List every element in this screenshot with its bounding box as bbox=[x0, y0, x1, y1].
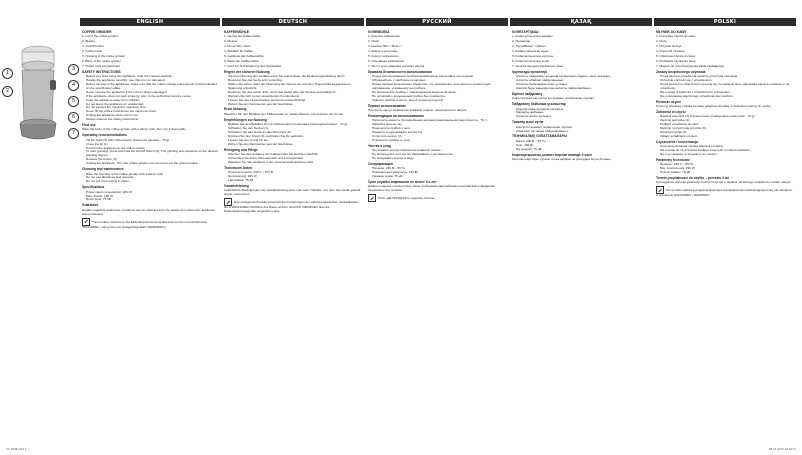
callout-6: 6 bbox=[68, 112, 79, 123]
text-line: 7. Место для хранения сетевого шнура bbox=[368, 63, 425, 68]
text-line: • Қорек: 230 В ~ 50 Гц bbox=[516, 140, 650, 144]
text-line: • Не оставляйте включенный прибор без присмотра. bbox=[372, 95, 506, 99]
header-polski: POLSKI bbox=[654, 18, 796, 26]
text-line: • Befüllen Sie den Behälter (4) mit Kaffeebohnen (maximales Fassungsvermögen - 70 g). bbox=[228, 123, 362, 127]
text-line: Кепілдік шарттары туралы толық ақпаратты дилерден алуға болады. bbox=[512, 156, 612, 161]
text-line: • Stromversorgung: 230 V ~ 50 Hz bbox=[228, 171, 362, 175]
text-line: • Before turning on the appliance, make sure that the mains voltage corresponds to that indicated on the specification plate. bbox=[86, 83, 218, 91]
section-body bbox=[82, 191, 218, 203]
section-body bbox=[224, 113, 362, 117]
text-line: Протрите корпус кофемолки влажной тканью, затем вытрите насухо. bbox=[368, 107, 468, 112]
text-line: • Храните прибор в месте, недоступном для детей. bbox=[372, 99, 506, 103]
section-title: Бірінші пайдалану bbox=[512, 91, 543, 96]
section-title: Reinigung und Pflege bbox=[224, 147, 258, 152]
text-line: • Желілік бауы зақымдалған аспапты пайдаланбаңыз. bbox=[516, 87, 650, 91]
text-line: Данное изделие соответствует всем требуемым европейским и российским стандартам безопасности и гигиены. bbox=[368, 184, 495, 193]
section-body bbox=[82, 139, 218, 166]
text-line: • Nie używaj urządzenia z uszkodzonym przewodem. bbox=[660, 91, 794, 95]
section-title: Gewährleistung bbox=[224, 183, 249, 188]
text-line: • Корпусты дымқыл шүберекпен сүртіңіз. bbox=[516, 126, 650, 130]
text-line: 5. Gehäuse der Kaffeemühle bbox=[224, 54, 264, 59]
text-line: 5. Корпус кофемолки bbox=[368, 54, 399, 59]
section-body bbox=[512, 75, 650, 91]
text-line: • Power rated consumption: 200 W bbox=[86, 191, 218, 195]
text-line: • To start grinding, press and hold the On/Off button (3). The grinding time depends on the desired grinding degree. bbox=[86, 150, 218, 158]
text-line: • Please observe the safety instructions. bbox=[86, 118, 218, 122]
section-title: SAFETY INSTRUCTIONS bbox=[82, 69, 121, 74]
text-line: • Do not exceed the maximum operation time. bbox=[86, 106, 218, 110]
text-line: Waschen Sie den Behälter der Kaffeemühle im milden Wasser und trocknen Sie ihn ab. bbox=[224, 111, 344, 116]
text-line: • Lassen Sie den Knopf (3) los. bbox=[228, 139, 362, 143]
text-line: • Zamknij pokrywkę (1). bbox=[660, 119, 794, 123]
text-line: • Nie używaj do czyszczenia środków ściernych i rozpuszczalników. bbox=[660, 149, 794, 153]
text-line: • Отпустите кнопку (3). bbox=[372, 135, 506, 139]
text-line: • Never operate the appliance if the cord or plug is damaged. bbox=[86, 91, 218, 95]
text-line: • Zwolnij przycisk (3). bbox=[660, 131, 794, 135]
text-line: 2. Ножи bbox=[368, 39, 380, 44]
section-body bbox=[656, 163, 794, 175]
section-title: КОФЕТАРТҚЫШ bbox=[512, 30, 539, 34]
section-title: Первое использование bbox=[368, 103, 407, 108]
text-line: • Аспапты абайлап пайдаланыңыз. bbox=[516, 79, 650, 83]
text-line: 7. Желілік баудың сақталатын орны bbox=[512, 63, 564, 68]
section-title: Erste Nutzung bbox=[224, 107, 247, 112]
text-line: • Не погружайте корпус в воду. bbox=[372, 157, 506, 161]
text-line: • Не используйте прибор с поврежденным шнуром питания. bbox=[372, 91, 506, 95]
text-line: • Max. Power: 150 W bbox=[86, 195, 218, 199]
text-line: 1. Крышка кофемолки bbox=[368, 34, 400, 39]
callout-1: 1 bbox=[2, 68, 13, 79]
section-body bbox=[224, 189, 362, 197]
header-deutsch: DEUTSCH bbox=[222, 18, 364, 26]
section-title: Спецификация bbox=[368, 161, 393, 166]
text-line: 1. Deckel der Kaffeemühle bbox=[224, 34, 261, 39]
footer-date: 08.11.2013 10:42:11 bbox=[768, 447, 796, 451]
text-line: • Номинальная мощность: 150 Вт bbox=[372, 171, 506, 175]
text-line: 5. Кофетартқыштың корпусы bbox=[512, 54, 554, 59]
text-line: • Verwenden Sie keine Scheuermittel und Lösungsmittel. bbox=[228, 157, 362, 161]
column-kazakh bbox=[512, 29, 650, 441]
text-line: • Ziehen Sie den Netzstecker aus der Steckdose. bbox=[228, 143, 362, 147]
text-line: 3. On/Off button bbox=[82, 44, 104, 49]
section-title: ТЕХНИКАЛЫҚ СИПАТТАМАЛАРЫ bbox=[512, 134, 567, 139]
conformity-text: Ten produkt spełnia wymagania dotyczące kompatybilności elektromagnetycznej, jak określono w dyrektywie 2004/108/EC i 2006/95/EC. bbox=[656, 188, 793, 198]
conformity-text: ООО «ДЕ ПРОДАКТС» Сделано в Китае bbox=[378, 195, 435, 200]
weee-bin-icon bbox=[224, 198, 232, 206]
callout-5: 5 bbox=[68, 96, 79, 107]
text-line: • Нажмите и удерживайте кнопку (3). bbox=[372, 131, 506, 135]
coffee-grinder-illustration bbox=[8, 40, 70, 150]
text-line: 4. Behälter für Kaffee bbox=[224, 49, 254, 54]
text-line: 4. Coffee bowl bbox=[82, 49, 102, 54]
text-line: 4. Емкость для кофе bbox=[368, 49, 398, 54]
text-line: • Аспапты пайдалану алдында нұсқаулықты мұқият оқып шығыңыз. bbox=[516, 75, 650, 79]
text-line: • Do not put the housing in water. bbox=[86, 180, 218, 184]
text-line: Szczegółowe warunki gwarancji można otrzymać u dealera, od którego urządzenie zostało nabyte. bbox=[656, 180, 791, 185]
text-line: • Vor dem Nutzung des Gerätes lesen Sie aufmerksam die Bedienungsanleitung durch. bbox=[228, 75, 362, 79]
text-line: Przetrzyj obudowę młynka do kawy wilgotną szmatką, a następnie wytrzyj do sucha. bbox=[656, 104, 772, 108]
text-line: 4. Кофеге арналған ыдыс bbox=[512, 49, 549, 54]
text-line: • Podłącz urządzenie do sieci. bbox=[660, 123, 794, 127]
text-line: 5. Housing of the coffee grinder bbox=[82, 54, 126, 59]
section-body bbox=[656, 115, 794, 138]
section-body bbox=[656, 75, 794, 98]
text-line: 7. Miejsce do przechowywania kabla zasilającego bbox=[656, 63, 725, 68]
section-body bbox=[82, 173, 218, 185]
callout-4: 4 bbox=[68, 80, 79, 91]
conformity-note bbox=[224, 198, 362, 213]
section-title: Regeln der sicheren Nutzung bbox=[224, 69, 270, 74]
section-body bbox=[512, 158, 650, 162]
callout-3: 3 bbox=[68, 64, 79, 75]
text-line: • Unplug the appliance when not in use. bbox=[86, 114, 218, 118]
text-line: • Обращайтесь с прибором осторожно. bbox=[372, 79, 506, 83]
text-line: 6. Кофетартқыштың негізі bbox=[512, 58, 549, 63]
text-line: • Lärmstärke: 75 dB bbox=[228, 179, 362, 183]
section-body bbox=[224, 153, 362, 165]
section-body bbox=[368, 35, 506, 68]
callout-7: 7 bbox=[68, 128, 79, 139]
text-line: 3. Knopf "Ein / Aus" bbox=[224, 44, 251, 49]
section-title: Specifications bbox=[82, 185, 105, 190]
section-title: КОФЕМОЛКА bbox=[368, 30, 390, 34]
section-title: Pierwsze użycie bbox=[656, 99, 682, 104]
text-line: • Benutzen Sie das Gerät nicht, wenn das Kabel oder der Stecker beschädigt ist. bbox=[228, 91, 362, 95]
text-line: Ausführliche Bedingungen der Gewährleistung kann man beim Händler, von dem das Gerät gekauft wurde, bekommen. bbox=[224, 188, 361, 197]
text-line: • Аспапты желіге қосыңыз. bbox=[516, 115, 650, 119]
text-line: 3. Кнопка "Вкл. / Выкл." bbox=[368, 44, 402, 49]
section-title: Zasady bezpiecznego używania bbox=[656, 69, 706, 74]
column-english bbox=[82, 29, 218, 441]
text-line: • Moc znamionowa: 150 W bbox=[660, 167, 794, 171]
conformity-note bbox=[656, 186, 794, 198]
text-line: • Stellen Sie sicher, dass die Spannung des Netzes der auf dem Typenschild angegebenen Spannung entspricht. bbox=[228, 83, 362, 91]
section-body bbox=[368, 75, 506, 102]
text-line: 6. Base of the coffee grinder bbox=[82, 58, 121, 63]
text-line: • Napełnij pojemnik (4) ziarnami kawy (maksymalna pojemność - 70 g). bbox=[660, 115, 794, 119]
callout-2: 2 bbox=[2, 86, 13, 97]
column-russian bbox=[368, 29, 506, 441]
text-line: • Do not use abrasives and solvents. bbox=[86, 176, 218, 180]
section-body bbox=[656, 105, 794, 109]
text-line: • Unplug the appliance. Turn the coffee grinder over and pour out the ground coffee. bbox=[86, 162, 218, 166]
section-title: Czyszczenie i konserwacja bbox=[656, 139, 698, 144]
text-line: • Қуат: 150 Вт bbox=[516, 144, 650, 148]
section-title: Правила безопасности использования bbox=[368, 69, 432, 74]
text-line: 2. Blades bbox=[82, 39, 95, 44]
text-line: 1. Lid of the coffee grinder bbox=[82, 34, 118, 39]
section-body bbox=[368, 167, 506, 179]
section-title: Termin przydatności do użytku – przeszło 3 lat bbox=[656, 176, 729, 180]
section-title: Zalecenia w użyciu bbox=[656, 109, 686, 114]
text-line: • Wenden Sie sich an den autorisierten Kundendienst. bbox=[228, 95, 362, 99]
text-line: • Poziom hałasu: 75 dB bbox=[660, 171, 794, 175]
section-title: Parametry techniczne bbox=[656, 157, 691, 162]
conformity-note bbox=[82, 218, 218, 230]
section-title: Empfehlungen zur Nutzung bbox=[224, 117, 267, 122]
text-line: 6. Basis der Kaffeemühle bbox=[224, 58, 259, 63]
section-title: Тазалау және күтім bbox=[512, 120, 544, 125]
section-body bbox=[224, 171, 362, 183]
text-line: • Ostrożnie obchodź się z urządzeniem. bbox=[660, 79, 794, 83]
text-line: 7. Fach für Aufbewahrung des Netzkabels bbox=[224, 63, 282, 68]
section-body bbox=[368, 109, 506, 113]
text-line: • Lassen Sie das eingeschaltete Gerät nie unbeaufsichtigt. bbox=[228, 99, 362, 103]
text-line: • Odłącz urządzenie od sieci. bbox=[660, 135, 794, 139]
section-title: Cleaning and maintenance bbox=[82, 167, 124, 172]
text-line: • Schließen Sie den Deckel (1). bbox=[228, 127, 362, 131]
section-body bbox=[512, 126, 650, 134]
text-line: 6. Podstawa młynka do kawy bbox=[656, 58, 696, 63]
text-line: Wipe the body of the coffee grinder with a damp cloth, then dry it thoroughly. bbox=[82, 127, 187, 132]
text-line: • Наполните емкость (4) кофейными зернами (максимальная вместимость - 70 г). bbox=[372, 119, 506, 123]
text-line: • Перед использованием прибора внимательно прочитайте инструкцию. bbox=[372, 75, 506, 79]
weee-bin-icon bbox=[656, 186, 664, 194]
section-body bbox=[82, 75, 218, 122]
text-line: • Не используйте для чистки абразивные и растворители. bbox=[372, 153, 506, 157]
text-line: 2. Пышақтар bbox=[512, 39, 531, 44]
section-title: Technische Daten bbox=[224, 165, 252, 170]
text-line: 3. Przycisk wł./wył. bbox=[656, 44, 682, 49]
text-line: 3. "Қосу/Өшіру" түймесі bbox=[512, 44, 546, 49]
header-english: ENGLISH bbox=[80, 18, 220, 26]
text-line: Details regarding guarantee conditions can be obtained from the dealer from whom the appliance was purchased. bbox=[82, 207, 215, 216]
text-line: • Waschen Sie das Gehäuse in der Geschirrspülmaschine nicht. bbox=[228, 161, 362, 165]
text-line: • Przecieraj obudowę młynka wilgotną szmatką. bbox=[660, 145, 794, 149]
text-line: • Wipe the housing of the coffee grinder with a damp cloth. bbox=[86, 173, 218, 177]
section-title: Қауіпсіздік ережелері bbox=[512, 69, 548, 74]
text-line: • Before you start using the appliance, read the manual carefully. bbox=[86, 75, 218, 79]
text-line: • Питание: 230 В ~ 50 Гц bbox=[372, 167, 506, 171]
weee-bin-icon bbox=[368, 194, 376, 202]
section-body bbox=[82, 209, 218, 217]
conformity-note bbox=[368, 194, 506, 202]
text-line: 1. Pokrywka młynka do kawy bbox=[656, 34, 696, 39]
text-line: • Wischen Sie das Gehäuse der Kaffeemühle mit feuchtem Stoff ab. bbox=[228, 153, 362, 157]
section-body bbox=[224, 35, 362, 68]
conformity-text: Das vorliegende Produkt entspricht den Forderungen der elektromagnetischen Verträglichkeit, die in 2004/108/EC Richtlinie des Rates und der Vorschrift 2006/95/EC über die Niederspannungsgeräte vorgesehen sind. bbox=[224, 199, 359, 213]
section-body bbox=[656, 145, 794, 157]
text-line: • Release the button (3). bbox=[86, 158, 218, 162]
text-line: 2. Noże bbox=[656, 39, 667, 44]
text-line: 1. Кофетартқыштың қақпағы bbox=[512, 34, 553, 39]
coffee-grinder-icon bbox=[8, 40, 70, 150]
section-body bbox=[656, 181, 794, 185]
section-body bbox=[512, 108, 650, 120]
text-line: 6. Основание кофемолки bbox=[368, 58, 405, 63]
section-body bbox=[82, 35, 218, 68]
text-line: • Аспапты балалардан алыс ұстаңыз. bbox=[516, 83, 650, 87]
text-line: Кофетартқыштың корпусын дымқыл шүберекпен сүртіңіз. bbox=[512, 96, 595, 101]
text-line: • Benutzen Sie das Gerät sehr vorsichtig. bbox=[228, 79, 362, 83]
column-deutsch bbox=[224, 29, 362, 441]
section-body bbox=[512, 35, 650, 68]
text-line: • Schließen Sie das Gerät an das Stromnetz an. bbox=[228, 131, 362, 135]
section-title: MŁYNEK DO KAWY bbox=[656, 30, 687, 34]
text-line: 2. Messer bbox=[224, 39, 238, 44]
section-title: Рекомендации по использованию bbox=[368, 113, 424, 118]
header-kazakh: ҚАЗАҚ bbox=[510, 18, 652, 26]
section-body bbox=[368, 185, 506, 193]
section-title: Operating recommendations bbox=[82, 133, 127, 138]
section-title: KAFFEEMÜHLE bbox=[224, 30, 249, 34]
text-line: • Handle the appliance carefully; see that it is not damaged. bbox=[86, 79, 218, 83]
section-title: Guarantee bbox=[82, 203, 99, 208]
text-line: • Przed użyciem urządzenia uważnie przeczytaj instrukcję. bbox=[660, 75, 794, 79]
section-body bbox=[368, 119, 506, 142]
text-line: • If the appliance does not work properly, refer to the authorized service center. bbox=[86, 95, 218, 99]
text-line: • Отключите прибор от сети. bbox=[372, 139, 506, 143]
text-line: • Закройте крышку (1). bbox=[372, 123, 506, 127]
section-title: COFFEE GRINDER bbox=[82, 30, 112, 34]
section-body bbox=[368, 149, 506, 161]
text-line: • Ыдысқа кофе дәндерін салыңыз. bbox=[516, 108, 650, 112]
text-line: • Fill the bowl (4) with coffee beans (maximum capacity - 70 g). bbox=[86, 139, 218, 143]
text-line: • Connect the appliance to the mains socket. bbox=[86, 147, 218, 151]
text-line: • Ziehen Sie den Netzstecker aus der Steckdose. bbox=[228, 103, 362, 107]
text-line: • Абразивті заттарды пайдаланбаңыз. bbox=[516, 130, 650, 134]
text-line: • Przed pierwszym włączeniem upewnij się, że napięcie sieci odpowiada napięciu podanemu na urządzeniu. bbox=[660, 83, 794, 91]
section-title: Срок службы кофемолки не менее 3-х лет bbox=[368, 179, 437, 184]
section-title: Кофетартқыштың қызмет мерзімі кемінде 3 жыл bbox=[512, 152, 592, 157]
text-line: • Naciśnij i przytrzymaj przycisk (3). bbox=[660, 127, 794, 131]
section-body bbox=[512, 97, 650, 101]
text-line: • Keep the appliance away from children. bbox=[86, 99, 218, 103]
weee-bin-icon bbox=[82, 218, 90, 226]
section-body bbox=[224, 123, 362, 146]
text-line: • Уровень шума: 75 дБ bbox=[372, 175, 506, 179]
text-line: • Do not leave the appliance on unattended. bbox=[86, 103, 218, 107]
section-title: First use bbox=[82, 123, 96, 128]
text-line: • Протирайте корпус кофемолки влажной тканью. bbox=[372, 149, 506, 153]
text-line: • Перед первым включением убедитесь, что напряжение электросети соответствует напряжению, указанному на приборе. bbox=[372, 83, 506, 91]
text-line: 5. Obudowa młynka do kawy bbox=[656, 54, 696, 59]
text-line: • Қақпақты жабыңыз. bbox=[516, 111, 650, 115]
text-line: • Nie pozostawiaj włączonego urządzenia bez nadzoru. bbox=[660, 95, 794, 99]
header-russian: РУССКИЙ bbox=[366, 18, 508, 26]
text-line: • Close the lid (1). bbox=[86, 143, 218, 147]
text-line: 4. Pojemnik na kawę bbox=[656, 49, 685, 54]
text-line: • Шу деңгейі: 75 дБ bbox=[516, 148, 650, 152]
text-line: 7. Power cord compartment bbox=[82, 63, 120, 68]
section-body bbox=[82, 128, 218, 132]
footer-file: VT-1548.indd 1 bbox=[6, 447, 27, 451]
text-line: • Nie myj obudowy w zmywarce do naczyń. bbox=[660, 153, 794, 157]
conformity-text: This product conforms to the EMC-Requirements as laid down by the Council Directive 2004/108/EC, and to the Low Voltage Regulation (2006/95/EC). bbox=[82, 219, 208, 229]
text-line: • Napięcie: 230 V ~ 50 Hz bbox=[660, 163, 794, 167]
section-body bbox=[656, 35, 794, 68]
text-line: • Never fill the coffee bowl above the maximum level. bbox=[86, 110, 218, 114]
text-line: • Drücken Sie den Knopf (3) und halten Sie ihn gedrückt. bbox=[228, 135, 362, 139]
section-title: Чистка и уход bbox=[368, 143, 391, 148]
column-polski bbox=[656, 29, 794, 441]
section-body bbox=[512, 140, 650, 152]
text-line: • Noise level: 75 dB bbox=[86, 198, 218, 202]
section-title: Пайдалану бойынша ұсыныстар bbox=[512, 102, 566, 107]
text-line: • Подключите прибор к сети. bbox=[372, 127, 506, 131]
section-body bbox=[224, 75, 362, 106]
text-line: • Nennleistung: 200 W bbox=[228, 175, 362, 179]
